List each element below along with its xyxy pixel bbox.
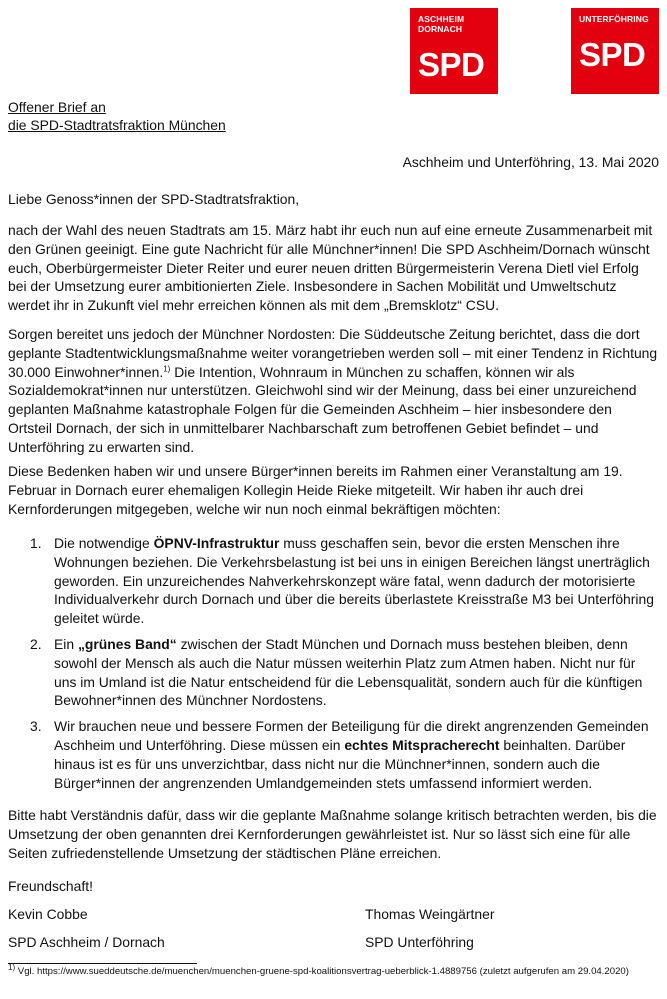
paragraph-3 <box>8 462 658 518</box>
addressee-line2: die SPD-Stadtratsfraktion München <box>8 117 226 133</box>
list-text-pre: Die notwendige <box>54 535 154 551</box>
paragraph-2-part1: Sorgen bereitet uns jedoch der Münchner Nordosten: Die Süddeutsche Zeitung berichtet, dass die dort geplante Stadtentwicklungsmaßnahme weiter vorangetrieben werden soll – mit einer Tendenz in Richtung 30.000 Einwohner*innen. <box>8 326 658 380</box>
list-text-pre: Ein <box>54 635 78 652</box>
salutation: Liebe Genoss*innen der SPD-Stadtratsfraktion, <box>8 191 300 207</box>
signatory-2-name: Thomas Weingärtner <box>365 906 495 922</box>
addressee-line1: Offener Brief an <box>8 99 106 115</box>
paragraph-1-text: nach der Wahl des neuen Stadtrats am 15. März habt ihr euch nun auf eine erneute Zusammenarbeit mit den Grünen geeinigt. Eine gute Nachricht für alle Münchner*innen! Die SPD Aschheim/Dornach wünscht euch, Oberbürgermeister Dieter Reiter und eurer neuen dritten Bürgermeisterin Verena Dietl viel Erfolg bei der Umsetzung eurer ambitionierten Ziele. Insbesondere in Sachen Mobilität und Umweltschutz werdet ihr in Zukunft viel mehr erreichen können als mit dem „Bremsklotz“ CSU. <box>8 222 653 314</box>
spd-unterfoehring-logo <box>571 8 659 94</box>
paragraph-2-part2: Die Intention, Wohnraum in München zu schaffen, können wir als Sozialdemokrat*innen nur unterstützen. Gleichwohl sind wir der Meinung, dass bei einer unzureichend geplanten Maßnahme katastrophale Folgen für die Gemeinden Aschheim – hier insbesondere den Ortsteil Dornach, der sich in unmittelbarer Nachbarschaft zum betroffenen Gebiet befindet – und Unterföhring zu erwarten sind. <box>8 363 637 455</box>
list-text-bold: ÖPNV-Infrastruktur <box>153 535 280 551</box>
logo-place-line2: DORNACH <box>418 24 463 34</box>
paragraph-4-text: Bitte habt Verständnis dafür, dass wir die geplante Maßnahme solange kritisch betrachten werden, bis die Umsetzung der oben genannten drei Kernforderungen gewährleistet ist. Nur so lässt sich eine für alle Seiten zufriedenstellende Umsetzung der städtischen Pläne erreichen. <box>8 807 657 861</box>
signatory-1-name: Kevin Cobbe <box>8 906 88 922</box>
list-text-post: zwischen der Stadt München und Dornach muss bestehen bleiben, denn sowohl der Mensch als auch die Natur müssen weiterhin Platz zum Atmen haben. Nicht nur für uns im Umland ist die Natur entscheidend für die Lebensqualität, sondern auch für die künftigen Bewohner*innen des Münchner Nordostens. <box>54 635 643 709</box>
dateline: Aschheim und Unterföhring, 13. Mai 2020 <box>402 154 659 170</box>
list-text-bold: „grünes Band“ <box>77 635 177 652</box>
list-item <box>8 635 658 710</box>
list-item <box>8 717 658 792</box>
paragraph-2 <box>8 325 658 457</box>
paragraph-2-text <box>8 325 658 457</box>
list-number: 3. <box>30 718 42 735</box>
logo-brand: SPD <box>579 36 646 73</box>
footnote-reference: 1) <box>163 363 171 373</box>
signatory-2-org: SPD Unterföhring <box>365 934 474 950</box>
demands-list <box>8 534 658 799</box>
footnote-divider <box>8 963 197 964</box>
logo-brand: SPD <box>418 46 485 83</box>
logo-place-line1: ASCHHEIM <box>418 14 465 24</box>
list-item <box>8 534 658 628</box>
list-number: 1. <box>30 535 42 551</box>
footnote <box>8 962 663 978</box>
paragraph-4 <box>8 806 658 862</box>
list-text-post: beinhalten. Darüber hinaus ist es für uns unverzichtbar, dass nicht nur die Münchner*innen, sondern auch die Bürger*innen der angrenzenden Umlandgemeinden stets umfassend informiert werden. <box>54 736 626 791</box>
list-number: 2. <box>30 635 42 652</box>
paragraph-3-text: Diese Bedenken haben wir und unsere Bürger*innen bereits im Rahmen einer Veranstaltung am 19. Februar in Dornach eurer ehemaligen Kollegin Heide Rieke mitgeteilt. Wir haben ihr auch drei Kernforderungen mitgegeben, welche wir nun noch einmal bekräftigen möchten: <box>8 463 623 517</box>
signatory-1-org: SPD Aschheim / Dornach <box>8 934 165 950</box>
list-text-post: muss geschaffen sein, bevor die ersten Menschen ihre Wohnungen beziehen. Die Verkehrsbelastung ist bei uns in einigen Bereichen längst unerträglich geworden. Ein unzureichendes Nahverkehrskonzept wäre fatal, wenn dadurch der motorisierte Individualverkehr durch Dornach und über die bereits überlastete Kreisstraße M3 bei Unterföhring geleitet würde. <box>54 535 654 627</box>
list-text-pre: Wir brauchen neue und bessere Formen der Beteiligung für die direkt angrenzenden Gemeinden Aschheim und Unterföhring. Diese müssen ein <box>54 718 649 753</box>
footnote-text: Vgl. https://www.sueddeutsche.de/muenchen/muenchen-gruene-spd-koalitionsvertrag-ueberblick-1.4889756 (zuletzt aufgerufen am 29.04.2020) <box>15 966 629 977</box>
logo-place-line1: UNTERFÖHRING <box>579 14 649 24</box>
list-text-bold: echtes Mitspracherecht <box>344 736 500 753</box>
greeting: Freundschaft! <box>8 878 93 894</box>
paragraph-1 <box>8 221 658 315</box>
spd-aschheim-dornach-logo <box>410 8 498 94</box>
addressee <box>8 98 226 134</box>
footnote-marker: 1) <box>8 962 16 972</box>
